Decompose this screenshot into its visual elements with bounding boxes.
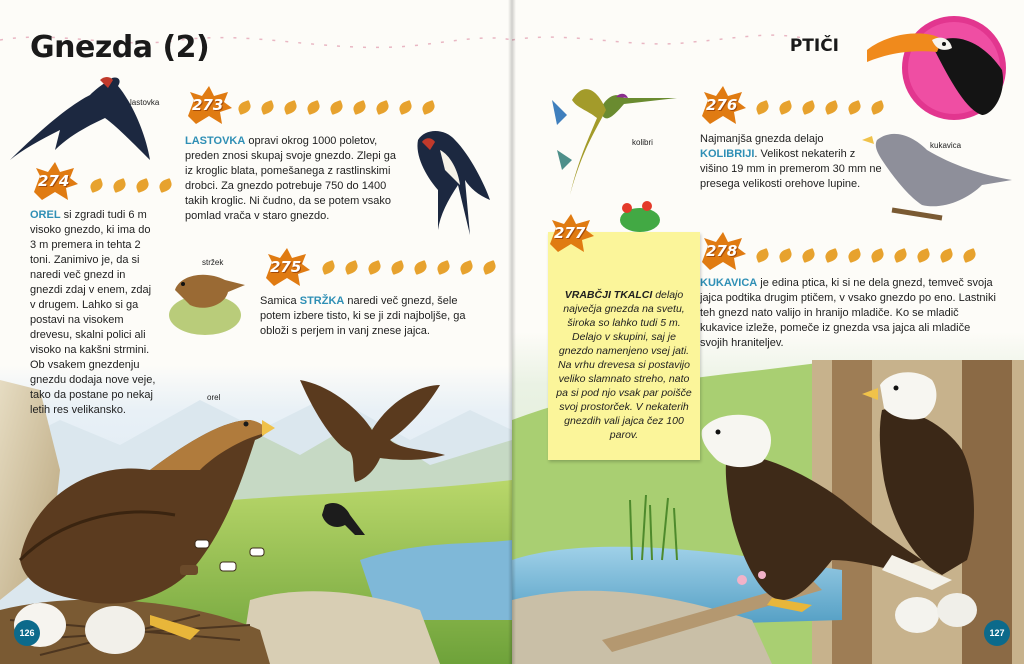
entry-body-prefix: Samica: [260, 295, 300, 307]
entry-number-badge: [262, 248, 312, 288]
entry-highlight: LASTOVKA: [185, 135, 246, 147]
leaf-decoration-row: [756, 100, 894, 118]
section-label: PTIČI: [789, 36, 839, 56]
entry-text-278: [700, 276, 1000, 351]
caption-lastovka: lastovka: [130, 98, 160, 107]
entry-body: delajo največja gnezda na svetu, široka so lahko tudi 5 m. Delajo v skupini, saj je gnezdo namenjeno vsej jati. Na vrhu drevesa si postavijo veliko slamnato streho, nato pa si pod njo vsak par poišče svoj prostorček. V nekaterih gnezdih vali jajca čez 100 parov.: [556, 289, 692, 441]
entry-body: opravi okrog 1000 poletov, preden znosi skupaj svoje gnezdo. Zlepi ga iz kroglic blata, pomešanega z rastlinskimi drobci. Za gnezdo potrebuje 750 do 1400 takih kroglic. Ni čudno, da se potem vsako pomlad vrača v staro gnezdo.: [185, 135, 396, 222]
leaf-decoration-row: [238, 100, 445, 118]
entry-text-274: [30, 208, 158, 418]
page-number: 127: [984, 620, 1010, 646]
entry-number: 277: [554, 224, 586, 242]
entry-number-badge: [698, 86, 748, 126]
leaf-decoration-row: [90, 178, 182, 196]
entry-body-prefix: Najmanjša gnezda delajo: [700, 133, 824, 145]
entry-body: naredi več gnezd, šele potem izbere tisto, ki se ji zdi najboljše, ga obloži s perjem in vanj znese jajca.: [260, 295, 466, 337]
entry-body: si zgradi tudi 6 m visoko gnezdo, ki ima do 3 m premera in tehta 2 toni. Zanimivo je, da si naredi več gnezd in gnezdi zdaj v enem, zdaj v drugem. Lahko si ga postavi na visokem drevesu, skalni polici ali visoko na kakšni strmini. Ob vsakem gnezdenju gnezdu dodaja nove veje, tako da postane po nekaj letih res velikansko.: [30, 209, 156, 416]
entry-highlight: STRŽKA: [299, 295, 345, 307]
entry-body: . Velikost nekaterih z višino 19 mm in premerom 30 mm ne presega velikosti orehove lupine.: [700, 148, 882, 190]
entry-body: je edina ptica, ki si ne dela gnezd, temveč svoja jajca podtika drugim ptičem, v vsako gnezdo po eno. Lastniki teh gnezd nato valijo in hranijo mladiče. Ko se mladič kukavice izleže, pomeče iz gnezda vsa jajca ali mladiče svojih hraniteljev.: [700, 277, 996, 349]
entry-text-273: [185, 134, 400, 224]
entry-number-badge: [30, 162, 80, 202]
entry-number: 276: [706, 96, 738, 114]
leaf-decoration-row: [322, 260, 506, 278]
page-title: Gnezda (2): [30, 30, 210, 65]
entry-highlight: KUKAVICA: [700, 277, 758, 289]
entry-number: 278: [706, 242, 738, 260]
entry-number: 275: [270, 258, 302, 276]
entry-highlight: OREL: [30, 209, 61, 221]
entry-number: 274: [38, 172, 70, 190]
caption-orel: orel: [207, 393, 221, 402]
entry-text-277: [548, 232, 700, 442]
entry-number: 273: [192, 96, 224, 114]
entry-text-275: [260, 294, 472, 339]
entry-highlight: KOLIBRIJI: [700, 148, 755, 160]
caption-strzek: stržek: [202, 258, 224, 267]
caption-kolibri: kolibri: [632, 138, 653, 147]
sticky-note: [548, 232, 700, 460]
entry-number-badge: [698, 232, 748, 272]
leaf-decoration-row: [756, 248, 986, 266]
entry-number-badge: [184, 86, 234, 126]
page-number: 126: [14, 620, 40, 646]
caption-kukavica: kukavica: [930, 141, 962, 150]
book-gutter: [508, 0, 516, 664]
entry-highlight: VRABČJI TKALCI: [564, 289, 653, 301]
entry-number-badge: [546, 214, 596, 254]
entry-text-276: [700, 132, 882, 192]
